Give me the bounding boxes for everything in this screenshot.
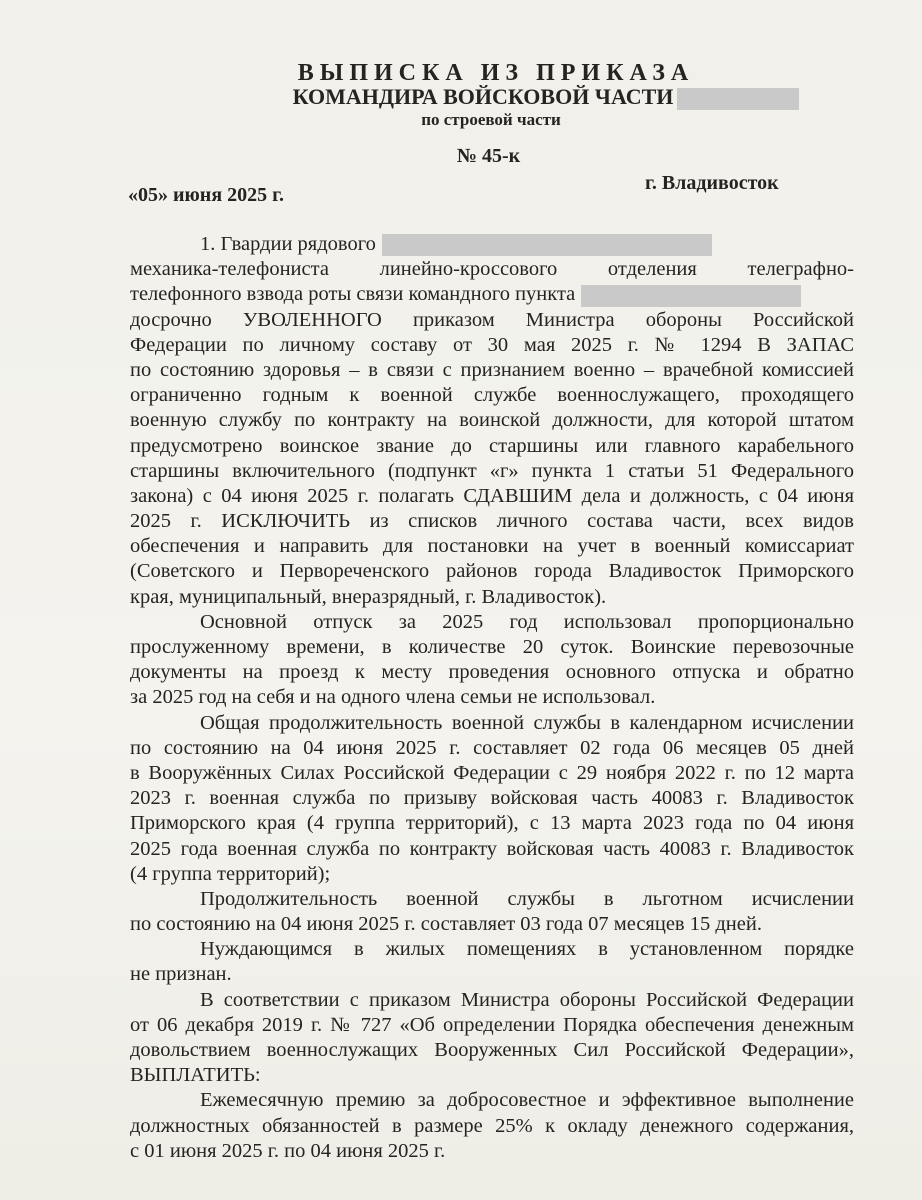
text-line-row [130,711,854,736]
text-line: должностных обязанностей в размере 25% к окладу денежного содержания, [130,1114,854,1137]
text-line-row [130,232,854,257]
text-line: документы на проезд к месту проведения основного отпуска и обратно [130,661,854,684]
document-subtitle: КОМАНДИРА ВОЙСКОВОЙ ЧАСТИ [292,84,674,109]
document-subtitle-row [0,84,922,110]
text-line-row [130,685,854,710]
paragraph [130,232,854,610]
paragraph [130,1088,854,1164]
text-line-row [130,761,854,786]
text-line-row [130,837,854,862]
text-line-row [130,811,854,836]
text-line: прослуженному времени, в количестве 20 суток. Воинские перевозочные [130,636,854,658]
text-line: в Вооружённых Силах Российской Федерации с 29 ноября 2022 г. по 12 марта [130,761,854,784]
text-line-row [130,408,854,433]
text-line-row [130,559,854,584]
text-line: закона) с 04 июня 2025 г. полагать СДАВШИМ дела и должность, с 04 июня [130,484,854,507]
order-city: г. Владивосток [645,172,779,194]
text-line: 1. Гвардии рядового [200,233,376,255]
text-line: 2025 г. ИСКЛЮЧИТЬ из списков личного состава части, всех видов [130,510,854,533]
text-line: обеспечения и направить для постановки на учет в военный комиссариат [130,535,854,558]
paragraph [130,937,854,987]
text-line-row [130,1114,854,1139]
text-line-row [130,1139,854,1164]
document-section: по строевой части [421,110,561,129]
text-line: с 01 июня 2025 г. по 04 июня 2025 г. [130,1139,446,1162]
text-line-row [130,1013,854,1038]
text-line-row [130,912,854,937]
order-date: «05» июня 2025 г. [128,184,284,206]
text-line-row [130,887,854,912]
text-line-row [130,459,854,484]
text-line: военную службу по контракту на воинской должности, для которой штатом [130,409,854,432]
text-line-row [130,988,854,1013]
text-line-row [130,937,854,962]
paragraph [130,711,854,887]
text-line-row [130,534,854,559]
text-line: Нуждающимся в жилых помещениях в установленном порядке [200,938,854,961]
text-line: (4 группа территорий); [130,862,331,885]
text-line-row [130,962,854,987]
text-line: Общая продолжительность военной службы в календарном исчислении [200,711,854,734]
text-line: В соответствии с приказом Министра обороны Российской Федерации [200,988,854,1011]
text-line-row [130,282,854,307]
text-line: Основной отпуск за 2025 год использовал пропорционально [200,610,854,633]
text-line: механика-телефониста линейно-кроссового отделения телеграфно- [130,258,854,281]
text-line: 2023 г. военная служба по призыву войсковая часть 40083 г. Владивосток [130,787,854,810]
text-line-row [130,786,854,811]
text-line: за 2025 год на себя и на одного члена семьи не использовал. [130,686,656,709]
text-line-row [130,1088,854,1113]
text-line-row [130,484,854,509]
text-line-row [130,509,854,534]
text-line: по состоянию на 04 июня 2025 г. составляет 03 года 07 месяцев 15 дней. [130,913,762,936]
redaction-command-post [581,285,801,307]
text-line-row [130,585,854,610]
text-line: Ежемесячную премию за добросовестное и эффективное выполнение [200,1089,854,1112]
text-line-row [130,333,854,358]
text-line-row [130,660,854,685]
order-body [130,232,854,1164]
text-line-row [130,383,854,408]
text-line: Продолжительность военной службы в льготном исчислении [200,887,854,910]
text-line-row [130,1038,854,1063]
redaction-name [382,234,712,256]
text-line-row [130,610,854,635]
text-line-row [130,358,854,383]
text-line-row [130,635,854,660]
text-line: Приморского края (4 группа территорий), с 13 марта 2023 года по 04 июня [130,812,854,835]
text-line: довольствием военнослужащих Вооруженных Сил Российской Федерации», [130,1039,854,1061]
text-line: телефонного взвода роты связи командного пункта [130,283,576,306]
text-line: по состоянию здоровья – в связи с признанием военно – врачебной комиссией [130,358,854,381]
text-line: по состоянию на 04 июня 2025 г. составляет 02 года 06 месяцев 05 дней [130,736,854,759]
text-line: края, муниципальный, внеразрядный, г. Владивосток). [130,585,607,608]
text-line-row [130,257,854,282]
text-line-row [130,1063,854,1088]
text-line: ограниченно годным к военной службе военнослужащего, проходящего [130,384,854,407]
text-line: Федерации по личному составу от 30 мая 2025 г. № 1294 В ЗАПАС [130,333,854,356]
text-line-row [130,736,854,761]
text-line: досрочно УВОЛЕННОГО приказом Министра обороны Российской [130,308,854,331]
text-line: предусмотрено воинское звание до старшины или главного карабельного [130,434,854,457]
text-line: старшины включительного (подпункт «г» пункта 1 статьи 51 Федерального [130,459,854,482]
paragraph [130,887,854,937]
paragraph [130,988,854,1089]
text-line: ВЫПЛАТИТЬ: [130,1064,261,1087]
text-line: не признан. [130,963,232,986]
text-line-row [130,862,854,887]
redaction-unit-number [677,88,799,110]
text-line-row [130,308,854,333]
text-line-row [130,434,854,459]
text-line: (Советского и Первореченского районов города Владивосток Приморского [130,560,854,583]
text-line: 2025 года военная служба по контракту войсковая часть 40083 г. Владивосток [130,837,854,860]
order-number: № 45-к [456,145,521,167]
document-title: ВЫПИСКА ИЗ ПРИКАЗА [297,60,695,86]
text-line: от 06 декабря 2019 г. № 727 «Об определении Порядка обеспечения денежным [130,1013,854,1036]
paragraph [130,610,854,711]
